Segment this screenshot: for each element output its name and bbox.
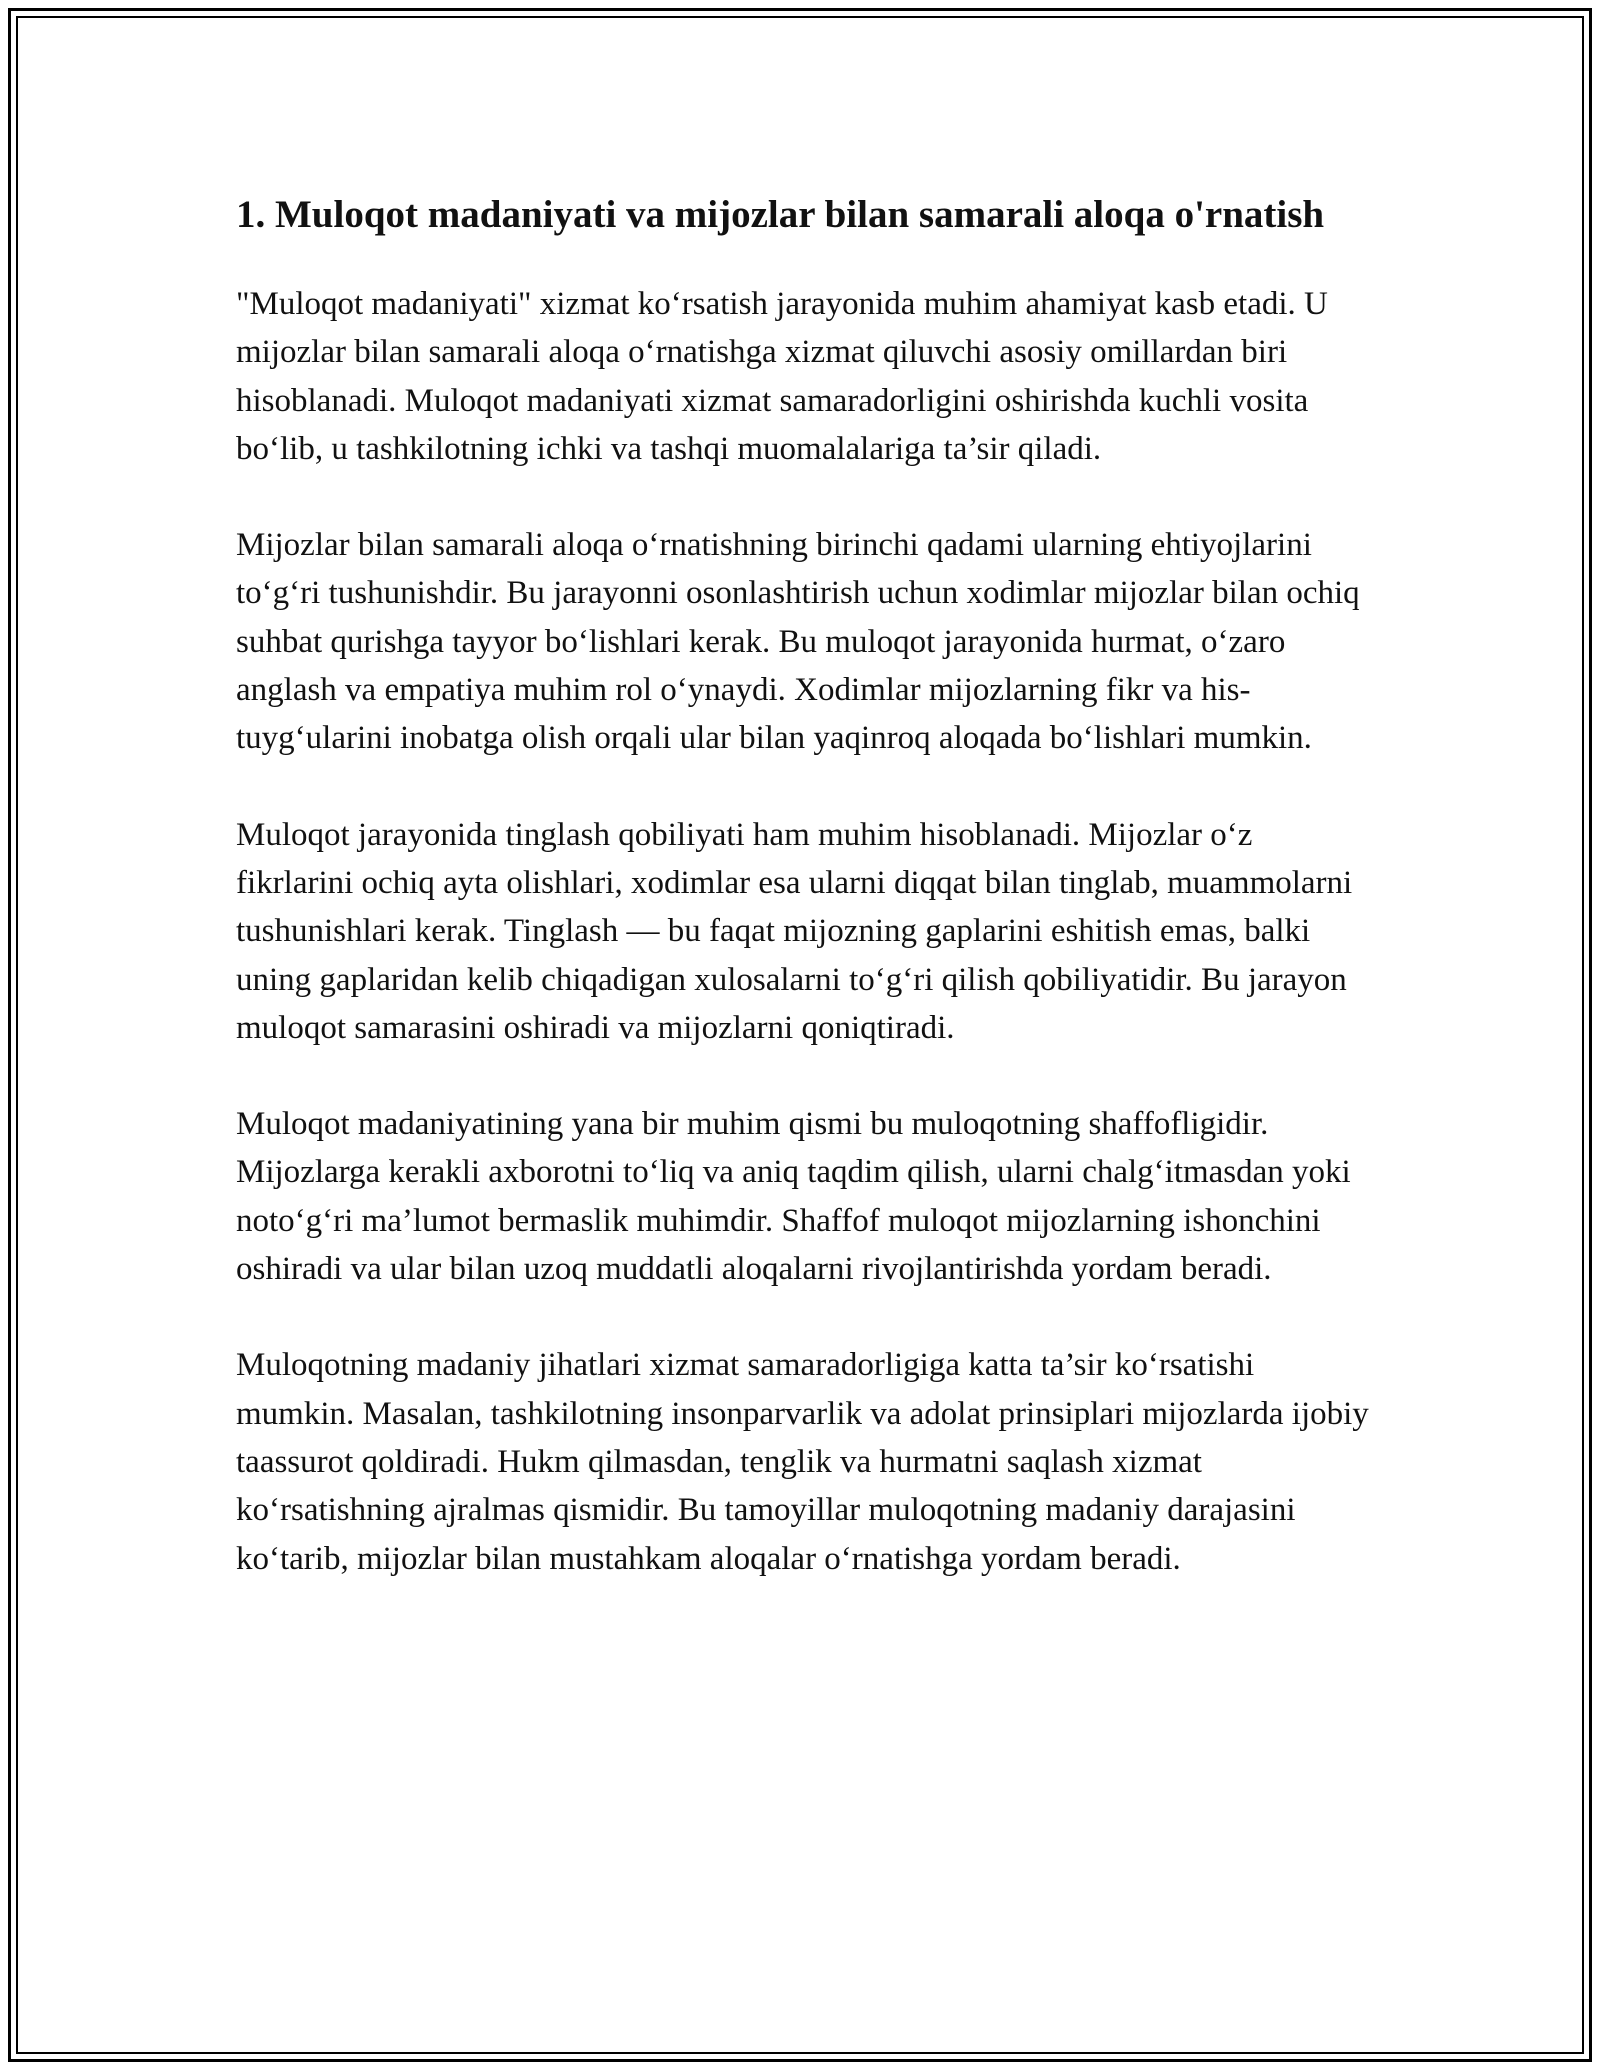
paragraph-2: Mijozlar bilan samarali aloqa o‘rnatishning birinchi qadami ularning ehtiyojlarini to‘g‘ri tushunishdir. Bu jarayonni osonlashtirish uchun xodimlar mijozlar bilan ochiq suhbat qurishga tayyor bo‘lishlari kerak. Bu muloqot jarayonida hurmat, o‘zaro anglash va empatiya muhim rol o‘ynaydi. Xodimlar mijozlarning fikr va his-tuyg‘ularini inobatga olish orqali ular bilan yaqinroq aloqada bo‘lishlari mumkin. <box>236 527 1360 757</box>
section-heading: 1. Muloqot madaniyati va mijozlar bilan samarali aloqa o'rnatish <box>236 193 1325 236</box>
paragraph-4: Muloqot madaniyatining yana bir muhim qismi bu muloqotning shaffofligidir. Mijozlarga kerakli axborotni to‘liq va aniq taqdim qilish, ularni chalg‘itmasdan yoki noto‘g‘ri ma’lumot bermaslik muhimdir. Shaffof muloqot mijozlarning ishonchini oshiradi va ular bilan uzoq muddatli aloqalarni rivojlantirishda yordam beradi. <box>236 1106 1351 1288</box>
paragraph-1: "Muloqot madaniyati" xizmat ko‘rsatish jarayonida muhim ahamiyat kasb etadi. U mijozlar bilan samarali aloqa o‘rnatishga xizmat qiluvchi asosiy omillardan biri hisoblanadi. Muloqot madaniyati xizmat samaradorligini oshirishda kuchli vosita bo‘lib, u tashkilotning ichki va tashqi muomalalariga ta’sir qiladi. <box>236 286 1328 467</box>
paragraph-5: Muloqotning madaniy jihatlari xizmat samaradorligiga katta ta’sir ko‘rsatishi mumkin. Masalan, tashkilotning insonparvarlik va adolat prinsiplari mijozlarda ijobiy taassurot qoldiradi. Hukm qilmasdan, tenglik va hurmatni saqlash xizmat ko‘rsatishning ajralmas qismidir. Bu tamoyillar muloqotning madaniy darajasini ko‘tarib, mijozlar bilan mustahkam aloqalar o‘rnatishga yordam beradi. <box>236 1347 1369 1577</box>
document-page <box>236 188 1370 1631</box>
paragraph-3: Muloqot jarayonida tinglash qobiliyati ham muhim hisoblanadi. Mijozlar o‘z fikrlarini ochiq ayta olishlari, xodimlar esa ularni diqqat bilan tinglab, muammolarni tushunishlari kerak. Tinglash — bu faqat mijozning gaplarini eshitish emas, balki uning gaplaridan kelib chiqadigan xulosalarni to‘g‘ri qilish qobiliyatidir. Bu jarayon muloqot samarasini oshiradi va mijozlarni qoniqtiradi. <box>236 816 1353 1046</box>
